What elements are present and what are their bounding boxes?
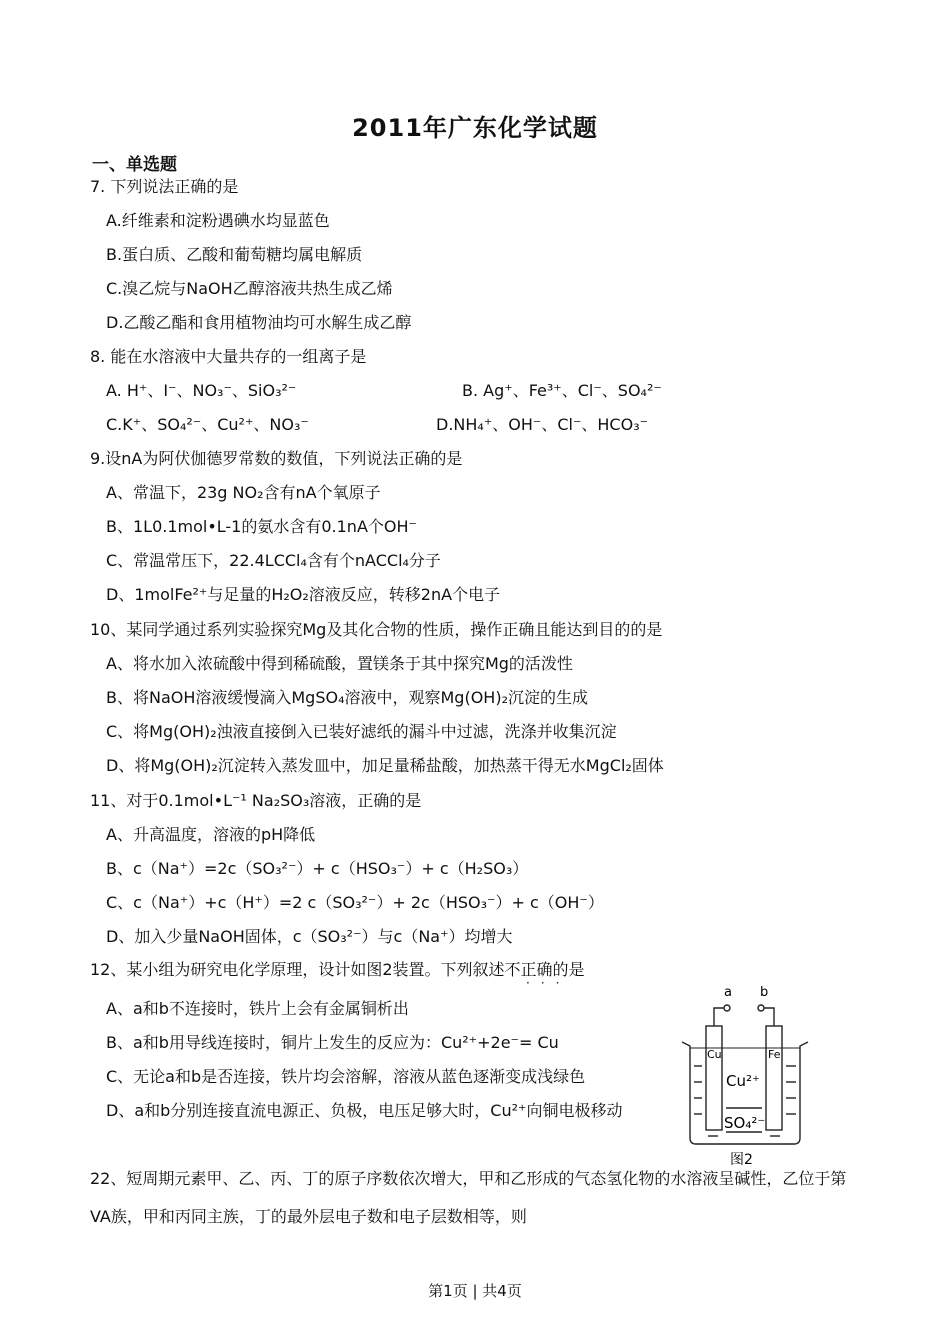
question-22-stem: 22、短周期元素甲、乙、丙、丁的原子序数依次增大，甲和乙形成的气态氢化物的水溶液呈碱性，乙位于第VA族，甲和丙同主族，丁的最外层电子数和电子层数相等，则 [90,1169,847,1226]
sulfate-ion-label: SO₄²⁻ [724,1114,766,1132]
terminal-a-label: a [724,986,732,1000]
question-7-option-a: A.纤维素和淀粉遇碘水均显蓝色 [106,211,330,230]
question-8-option-a: A. H⁺、I⁻、NO₃⁻、SiO₃²⁻ [106,381,297,400]
question-10-option-d: D、将Mg(OH)₂沉淀转入蒸发皿中，加足量稀盐酸，加热蒸干得无水MgCl₂固体 [106,756,664,775]
fe-electrode-label: Fe [768,1048,781,1061]
figure-caption: 图2 [730,1152,753,1168]
question-7-option-d: D.乙酸乙酯和食用植物油均可水解生成乙醇 [106,313,412,332]
question-7-option-c: C.溴乙烷与NaOH乙醇溶液共热生成乙烯 [106,279,393,298]
question-8-stem: 8. 能在水溶液中大量共存的一组离子是 [90,347,367,366]
cu-electrode-label: Cu [707,1048,722,1061]
question-11-option-b: B、c（Na⁺）=2c（SO₃²⁻）+ c（HSO₃⁻）+ c（H₂SO₃） [106,859,529,878]
question-9-option-a: A、常温下，23g NO₂含有nA个氧原子 [106,483,381,502]
question-11-option-a: A、升高温度，溶液的pH降低 [106,825,316,844]
question-10-option-a: A、将水加入浓硫酸中得到稀硫酸，置镁条于其中探究Mg的活泼性 [106,654,573,673]
page-footer: 第1页 | 共4页 [428,1282,522,1300]
question-7-stem: 7. 下列说法正确的是 [90,177,239,196]
question-11-stem: 11、对于0.1mol•L⁻¹ Na₂SO₃溶液，正确的是 [90,791,422,810]
question-9-option-b: B、1L0.1mol•L-1的氨水含有0.1nA个OH⁻ [106,517,417,536]
terminal-b-label: b [760,986,769,1000]
question-11-option-c: C、c（Na⁺）+c（H⁺）=2 c（SO₃²⁻）+ 2c（HSO₃⁻）+ c（OH⁻） [106,893,604,912]
question-8-option-b: B. Ag⁺、Fe³⁺、Cl⁻、SO₄²⁻ [462,381,662,400]
question-8-option-c: C.K⁺、SO₄²⁻、Cu²⁺、NO₃⁻ [106,415,309,434]
question-12-stem: 12、某小组为研究电化学原理，设计如图2装置。下列叙述不正确的是 [90,960,585,979]
question-12-option-b: B、a和b用导线连接时，铜片上发生的反应为：Cu²⁺+2e⁻= Cu [106,1033,559,1052]
emphasis-dots: ··· [526,976,571,990]
page-title: 2011年广东化学试题 [352,114,598,142]
question-12-option-c: C、无论a和b是否连接，铁片均会溶解，溶液从蓝色逐渐变成浅绿色 [106,1067,586,1086]
question-10-option-b: B、将NaOH溶液缓慢滴入MgSO₄溶液中，观察Mg(OH)₂沉淀的生成 [106,688,588,707]
question-9-stem: 9.设nA为阿伏伽德罗常数的数值，下列说法正确的是 [90,449,463,468]
question-10-stem: 10、某同学通过系列实验探究Mg及其化合物的性质，操作正确且能达到目的的是 [90,620,663,639]
question-8-option-d: D.NH₄⁺、OH⁻、Cl⁻、HCO₃⁻ [436,415,649,434]
cu-ion-label: Cu²⁺ [726,1072,760,1090]
section-heading: 一、单选题 [92,155,177,175]
question-9-option-c: C、常温常压下，22.4LCCl₄含有个nACCl₄分子 [106,551,441,570]
question-10-option-c: C、将Mg(OH)₂浊液直接倒入已装好滤纸的漏斗中过滤，洗涤并收集沉淀 [106,722,617,741]
question-12-option-a: A、a和b不连接时，铁片上会有金属铜析出 [106,999,409,1018]
question-12-option-d: D、a和b分别连接直流电源正、负极，电压足够大时，Cu²⁺向铜电极移动 [106,1101,623,1120]
question-11-option-d: D、加入少量NaOH固体，c（SO₃²⁻）与c（Na⁺）均增大 [106,927,513,946]
electrochemistry-apparatus-diagram [680,986,810,1170]
question-7-option-b: B.蛋白质、乙酸和葡萄糖均属电解质 [106,245,363,264]
question-9-option-d: D、1molFe²⁺与足量的H₂O₂溶液反应，转移2nA个电子 [106,585,501,604]
